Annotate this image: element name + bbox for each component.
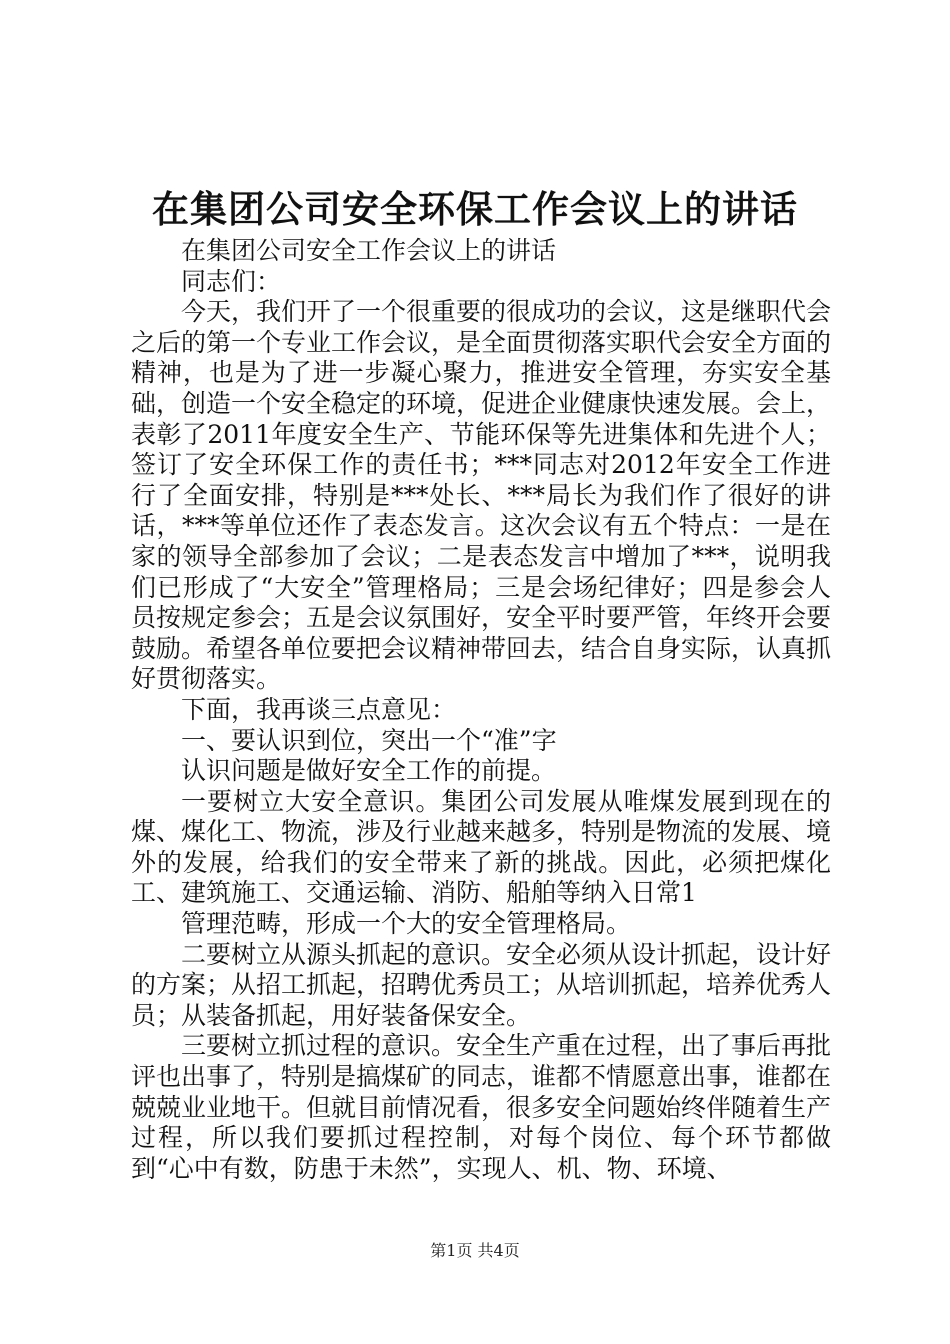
- paragraph-point-1: 一要树立大安全意识。集团公司发展从唯煤发展到现在的煤、煤化工、物流，涉及行业越来越多，特别是物流的发展、境外的发展，给我们的安全带来了新的挑战。因此，必须把煤化工、建筑施工、交通运输、消防、船舶等纳入日常1: [131, 786, 832, 908]
- paragraph-salutation: 同志们：: [181, 266, 282, 296]
- section-heading-1: 一、要认识到位，突出一个“准”字: [181, 725, 557, 755]
- paragraph-three-points: 下面，我再谈三点意见：: [181, 694, 457, 724]
- document-body: [131, 236, 831, 1184]
- paragraph-subtitle: 在集团公司安全工作会议上的讲话: [181, 236, 557, 265]
- page-footer: 第1页 共4页: [430, 1241, 520, 1260]
- paragraph-point-3: 三要树立抓过程的意识。安全生产重在过程，出了事后再批评也出事了，特别是搞煤矿的同志，谁都不情愿意出事，谁都在兢兢业业地干。但就目前情况看，很多安全问题始终伴随着生产过程，所以我们要抓过程控制，对每个岗位、每个环节都做到“心中有数，防患于未然”，实现人、机、物、环境、: [131, 1031, 832, 1183]
- paragraph-intro: 今天，我们开了一个很重要的很成功的会议，这是继职代会之后的第一个专业工作会议，是全面贯彻落实职代会安全方面的精神，也是为了进一步凝心聚力，推进安全管理，夯实安全基础，创造一个安全稳定的环境，促进企业健康快速发展。会上，表彰了2011年度安全生产、节能环保等先进集体和先进个人；签订了安全环保工作的责任书；***同志对2012年安全工作进行了全面安排，特别是***处长、***局长为我们作了很好的讲话，***等单位还作了表态发言。这次会议有五个特点：一是在家的领导全部参加了会议；二是表态发言中增加了***，说明我们已形成了“大安全”管理格局；三是会场纪律好；四是参会人员按规定参会；五是会议氛围好，安全平时要严管，年终开会要鼓励。希望各单位要把会议精神带回去，结合自身实际，认真抓好贯彻落实。: [131, 297, 832, 694]
- paragraph-premise: 认识问题是做好安全工作的前提。: [181, 756, 557, 786]
- document-title: 在集团公司安全环保工作会议上的讲话: [152, 188, 798, 231]
- paragraph-point-2: 二要树立从源头抓起的意识。安全必须从设计抓起，设计好的方案；从招工抓起，招聘优秀员工；从培训抓起，培养优秀人员；从装备抓起，用好装备保安全。: [131, 939, 832, 1030]
- paragraph-point-1-continued: 管理范畴，形成一个大的安全管理格局。: [181, 909, 632, 939]
